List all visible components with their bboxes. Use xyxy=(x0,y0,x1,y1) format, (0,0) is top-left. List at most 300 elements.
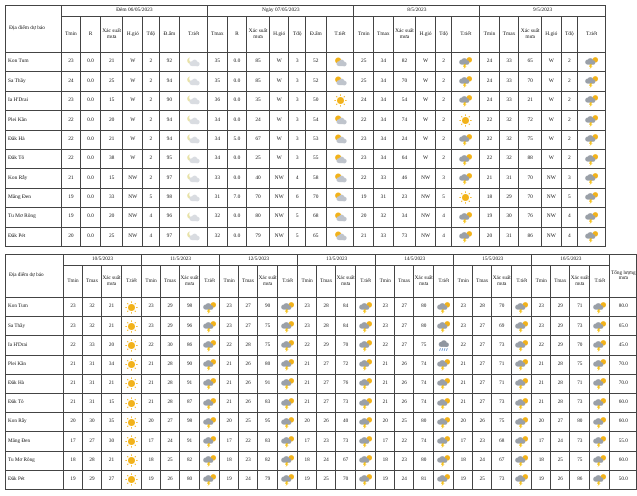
t2-value-cell: 15 xyxy=(102,393,122,412)
t1-value-cell: 52 xyxy=(305,72,326,91)
t1-value-cell: 2 xyxy=(143,91,159,110)
t1-weather-cell xyxy=(180,111,208,130)
t2-column-header: Xác suất mưa xyxy=(336,266,356,298)
t1-location-name: Tu Mơ Rông xyxy=(6,208,62,227)
t1-weather-cell xyxy=(452,188,480,207)
t1-column-header: Tđộ xyxy=(561,17,577,53)
t2-column-header: Xác suất mưa xyxy=(258,266,278,298)
t2-weather-cell xyxy=(512,451,532,470)
t1-header-row-days xyxy=(6,6,606,17)
t2-value-cell: 22 xyxy=(454,336,473,355)
t2-value-cell: 25 xyxy=(239,413,258,432)
thunderstorm-sun-icon xyxy=(590,473,609,486)
t2-location-row xyxy=(6,393,637,412)
t2-value-cell: 98 xyxy=(180,298,200,317)
t1-value-cell: 5 xyxy=(561,188,577,207)
t2-value-cell: 68 xyxy=(492,432,512,451)
t2-value-cell: 22 xyxy=(532,336,551,355)
t1-value-cell: 34 xyxy=(208,149,228,168)
thunderstorm-sun-icon xyxy=(434,301,453,314)
thunderstorm-sun-icon xyxy=(578,153,605,166)
thunderstorm-sun-icon xyxy=(434,397,453,410)
t1-value-cell: 0.0 xyxy=(81,111,101,130)
t2-value-cell: 71 xyxy=(492,374,512,393)
t1-value-cell: 53 xyxy=(305,130,326,149)
t1-value-cell: 50 xyxy=(305,91,326,110)
t1-value-cell: 0.0 xyxy=(227,227,247,246)
t1-value-cell: 0.0 xyxy=(81,130,101,149)
t2-column-header: Tmin xyxy=(64,266,83,298)
t2-location-name: Măng Đen xyxy=(6,432,64,451)
t1-weather-cell xyxy=(578,169,606,188)
t1-weather-cell xyxy=(452,227,480,246)
t2-value-cell: 29 xyxy=(83,470,102,489)
t2-weather-cell xyxy=(512,374,532,393)
t2-weather-cell xyxy=(200,470,220,489)
t2-location-row xyxy=(6,317,637,336)
thunderstorm-sun-icon xyxy=(434,358,453,371)
thunderstorm-sun-icon xyxy=(512,377,531,390)
t1-value-cell: 72 xyxy=(519,111,542,130)
t2-weather-cell xyxy=(278,336,298,355)
t1-value-cell: 58 xyxy=(305,169,326,188)
t1-value-cell: 25 xyxy=(354,53,374,72)
t2-weather-cell xyxy=(122,355,142,374)
t1-value-cell: NW xyxy=(542,169,562,188)
t1-value-cell: 21 xyxy=(100,53,123,72)
t1-location-row xyxy=(6,111,606,130)
t1-value-cell: 25 xyxy=(354,72,374,91)
t1-column-header: Tmin xyxy=(61,17,81,53)
t2-value-cell: 21 xyxy=(454,355,473,374)
t1-weather-cell xyxy=(180,169,208,188)
t2-value-cell: 17 xyxy=(220,432,239,451)
t1-location-row xyxy=(6,91,606,110)
t2-value-cell: 26 xyxy=(239,393,258,412)
t2-location-name: Sa Thầy xyxy=(6,317,64,336)
t1-value-cell: 36 xyxy=(208,91,228,110)
t1-weather-cell xyxy=(326,227,354,246)
thunderstorm-sun-icon xyxy=(452,75,479,88)
t1-column-header: Tmax xyxy=(208,17,228,53)
t1-value-cell: 3 xyxy=(289,72,305,91)
t2-value-cell: 96 xyxy=(180,317,200,336)
t1-location-row xyxy=(6,208,606,227)
t1-value-cell: 3 xyxy=(435,169,451,188)
t1-day-header: Đêm 06/05/2023 xyxy=(61,6,207,17)
t1-location-row xyxy=(6,227,606,246)
t2-value-cell: 21 xyxy=(142,393,161,412)
t1-location-row xyxy=(6,169,606,188)
t1-value-cell: 79 xyxy=(247,227,270,246)
t2-value-cell: 20 xyxy=(64,413,83,432)
t2-column-header: Tmax xyxy=(551,266,570,298)
t1-weather-cell xyxy=(578,130,606,149)
t1-location-name: Măng Đen xyxy=(6,188,62,207)
t1-value-cell: 23 xyxy=(61,53,81,72)
t2-value-cell: 18 xyxy=(64,451,83,470)
t2-weather-cell xyxy=(122,317,142,336)
t1-value-cell: 2 xyxy=(435,72,451,91)
thunderstorm-sun-icon xyxy=(356,473,375,486)
t2-weather-cell xyxy=(590,317,610,336)
t2-value-cell: 21 xyxy=(454,393,473,412)
t2-value-cell: 80 xyxy=(258,355,278,374)
thunderstorm-sun-icon xyxy=(278,320,297,333)
t1-value-cell: W xyxy=(542,149,562,168)
t1-value-cell: 19 xyxy=(61,188,81,207)
t1-value-cell: 98 xyxy=(159,188,180,207)
t1-column-header: T.tiết xyxy=(326,17,354,53)
t2-weather-cell xyxy=(512,413,532,432)
t2-weather-cell xyxy=(590,413,610,432)
t2-value-cell: 23 xyxy=(220,317,239,336)
t2-value-cell: 22 xyxy=(239,432,258,451)
t1-column-header: Tđộ xyxy=(435,17,451,53)
t1-value-cell: 4 xyxy=(289,169,305,188)
t2-weather-cell xyxy=(512,336,532,355)
t1-value-cell: 34 xyxy=(208,111,228,130)
t1-value-cell: 34 xyxy=(374,149,394,168)
t1-location-name: Ia H'Drai xyxy=(6,91,62,110)
t2-value-cell: 32 xyxy=(83,317,102,336)
t1-value-cell: 33 xyxy=(499,72,519,91)
thunderstorm-sun-icon xyxy=(356,435,375,448)
t1-value-cell: 86 xyxy=(519,227,542,246)
t2-value-cell: 80 xyxy=(414,451,434,470)
t2-day-header: 16/5/2023 xyxy=(532,255,610,266)
t1-weather-cell xyxy=(326,91,354,110)
t1-value-cell: 34 xyxy=(374,130,394,149)
t1-value-cell: 32 xyxy=(208,227,228,246)
t1-value-cell: 0.0 xyxy=(81,149,101,168)
t1-location-name: Đăk Hà xyxy=(6,130,62,149)
sun-behind-cloud-icon xyxy=(327,75,354,88)
t2-weather-cell xyxy=(122,336,142,355)
t1-weather-cell xyxy=(452,53,480,72)
t1-value-cell: W xyxy=(269,111,289,130)
t2-location-row xyxy=(6,413,637,432)
t1-value-cell: 31 xyxy=(374,188,394,207)
t2-value-cell: 70 xyxy=(570,336,590,355)
t2-value-cell: 20 xyxy=(102,336,122,355)
t1-value-cell: W xyxy=(542,130,562,149)
thunderstorm-sun-icon xyxy=(356,320,375,333)
t2-column-header: Tmin xyxy=(142,266,161,298)
thunderstorm-sun-icon xyxy=(356,377,375,390)
thunderstorm-sun-icon xyxy=(452,172,479,185)
t2-value-cell: 26 xyxy=(161,470,180,489)
t2-value-cell: 21 xyxy=(220,374,239,393)
t1-value-cell: NW xyxy=(123,169,143,188)
t2-total-rain-cell: 55.0 xyxy=(610,432,637,451)
t1-value-cell: 5 xyxy=(289,208,305,227)
t1-value-cell: NW xyxy=(416,188,436,207)
t1-value-cell: 4 xyxy=(435,208,451,227)
t2-value-cell: 23 xyxy=(298,317,317,336)
t2-value-cell: 73 xyxy=(336,432,356,451)
t2-value-cell: 82 xyxy=(180,451,200,470)
t1-value-cell: 24 xyxy=(61,72,81,91)
t2-value-cell: 28 xyxy=(317,317,336,336)
sun-icon xyxy=(122,377,141,390)
t2-weather-cell xyxy=(590,298,610,317)
t1-value-cell: NW xyxy=(269,208,289,227)
t1-value-cell: 33 xyxy=(374,227,394,246)
t2-value-cell: 22 xyxy=(142,336,161,355)
t1-value-cell: 2 xyxy=(561,72,577,91)
thunderstorm-sun-icon xyxy=(512,435,531,448)
t1-value-cell: 24 xyxy=(247,111,270,130)
t2-value-cell: 19 xyxy=(142,470,161,489)
t2-location-name: Kon Rẫy xyxy=(6,413,64,432)
t1-value-cell: NW xyxy=(269,188,289,207)
t2-value-cell: 83 xyxy=(258,393,278,412)
t2-location-name: Đăk Pét xyxy=(6,470,64,489)
t1-weather-cell xyxy=(326,111,354,130)
t2-value-cell: 21 xyxy=(376,374,395,393)
thunderstorm-sun-icon xyxy=(434,473,453,486)
t2-location-row xyxy=(6,336,637,355)
t2-value-cell: 28 xyxy=(551,355,570,374)
t2-value-cell: 87 xyxy=(180,393,200,412)
t2-value-cell: 73 xyxy=(570,393,590,412)
t1-location-name: Kon Rẫy xyxy=(6,169,62,188)
t2-value-cell: 21 xyxy=(298,393,317,412)
t1-column-header: Đ.ẩm xyxy=(305,17,326,53)
t1-value-cell: 15 xyxy=(100,169,123,188)
thunderstorm-sun-icon xyxy=(200,301,219,314)
t1-value-cell: 20 xyxy=(61,227,81,246)
t2-value-cell: 20 xyxy=(220,413,239,432)
t2-column-header: Xác suất mưa xyxy=(180,266,200,298)
t1-value-cell: W xyxy=(123,111,143,130)
t2-value-cell: 20 xyxy=(454,413,473,432)
t2-weather-cell xyxy=(278,317,298,336)
thunderstorm-sun-icon xyxy=(578,191,605,204)
t1-value-cell: W xyxy=(123,149,143,168)
t2-value-cell: 20 xyxy=(142,413,161,432)
t2-weather-cell xyxy=(590,393,610,412)
t2-column-header: Xác suất mưa xyxy=(492,266,512,298)
t1-value-cell: 73 xyxy=(393,227,416,246)
t2-total-rain-cell: 60.0 xyxy=(610,451,637,470)
t2-weather-cell xyxy=(590,470,610,489)
t2-value-cell: 23 xyxy=(454,298,473,317)
t2-weather-cell xyxy=(356,470,376,489)
thunderstorm-sun-icon xyxy=(452,230,479,243)
t2-value-cell: 29 xyxy=(551,317,570,336)
t2-weather-cell xyxy=(434,374,454,393)
t2-value-cell: 25 xyxy=(161,451,180,470)
t1-value-cell: 94 xyxy=(159,72,180,91)
t2-weather-cell xyxy=(434,470,454,489)
t2-head xyxy=(6,255,637,298)
t1-value-cell: W xyxy=(542,91,562,110)
t1-column-header: R xyxy=(81,17,101,53)
t1-value-cell: W xyxy=(269,91,289,110)
t1-value-cell: W xyxy=(269,72,289,91)
t2-value-cell: 29 xyxy=(551,298,570,317)
t1-location-name: Plei Kần xyxy=(6,111,62,130)
t1-value-cell: 54 xyxy=(393,91,416,110)
t2-value-cell: 23 xyxy=(376,317,395,336)
t1-value-cell: 70 xyxy=(519,188,542,207)
t1-value-cell: 5 xyxy=(289,227,305,246)
t2-weather-cell xyxy=(356,336,376,355)
t2-column-header: Xác suất mưa xyxy=(102,266,122,298)
t1-value-cell: 21 xyxy=(100,130,123,149)
t1-value-cell: 19 xyxy=(354,188,374,207)
t2-value-cell: 81 xyxy=(414,470,434,489)
t1-value-cell: 4 xyxy=(435,227,451,246)
t2-value-cell: 26 xyxy=(473,413,492,432)
thunderstorm-sun-icon xyxy=(452,153,479,166)
t2-weather-cell xyxy=(122,432,142,451)
t1-value-cell: 34 xyxy=(208,130,228,149)
t1-value-cell: 3 xyxy=(289,53,305,72)
t2-column-header: Tmax xyxy=(317,266,336,298)
t1-value-cell: 19 xyxy=(480,208,500,227)
t2-value-cell: 98 xyxy=(180,413,200,432)
t2-value-cell: 28 xyxy=(551,393,570,412)
t1-value-cell: 20 xyxy=(100,208,123,227)
t2-value-cell: 74 xyxy=(414,355,434,374)
t2-value-cell: 24 xyxy=(473,451,492,470)
t2-value-cell: 86 xyxy=(570,470,590,489)
t1-location-name: Sa Thầy xyxy=(6,72,62,91)
thunderstorm-sun-icon xyxy=(278,377,297,390)
t2-value-cell: 75 xyxy=(492,413,512,432)
t1-value-cell: W xyxy=(542,111,562,130)
t2-value-cell: 21 xyxy=(102,374,122,393)
t1-value-cell: 4 xyxy=(143,227,159,246)
t1-value-cell: 97 xyxy=(159,227,180,246)
t1-weather-cell xyxy=(578,91,606,110)
t1-value-cell: 33 xyxy=(499,91,519,110)
thunderstorm-sun-icon xyxy=(512,416,531,429)
t2-location-name: Đăk Hà xyxy=(6,374,64,393)
thunderstorm-sun-icon xyxy=(512,397,531,410)
t2-weather-cell xyxy=(278,393,298,412)
t1-value-cell: 0.0 xyxy=(81,53,101,72)
t2-value-cell: 23 xyxy=(376,298,395,317)
t1-value-cell: 24 xyxy=(354,91,374,110)
t2-value-cell: 21 xyxy=(142,374,161,393)
t1-weather-cell xyxy=(452,169,480,188)
t2-value-cell: 21 xyxy=(298,374,317,393)
t1-weather-cell xyxy=(180,208,208,227)
thunderstorm-sun-icon xyxy=(356,339,375,352)
t2-value-cell: 80 xyxy=(414,317,434,336)
t1-value-cell: NW xyxy=(123,188,143,207)
thunderstorm-sun-icon xyxy=(590,358,609,371)
t2-value-cell: 75 xyxy=(570,451,590,470)
t2-value-cell: 19 xyxy=(532,470,551,489)
t1-column-header: Tđộ xyxy=(143,17,159,53)
t2-column-header: Tmin xyxy=(376,266,395,298)
t1-value-cell: 65 xyxy=(519,53,542,72)
t1-weather-cell xyxy=(578,208,606,227)
t2-value-cell: 71 xyxy=(570,374,590,393)
t1-body xyxy=(6,53,606,247)
t2-value-cell: 29 xyxy=(161,298,180,317)
t1-value-cell: 21 xyxy=(519,91,542,110)
t1-weather-cell xyxy=(180,53,208,72)
t2-value-cell: 86 xyxy=(180,336,200,355)
t2-column-header: Xác suất mưa xyxy=(570,266,590,298)
t2-value-cell: 21 xyxy=(298,355,317,374)
t2-value-cell: 30 xyxy=(161,336,180,355)
t2-value-cell: 17 xyxy=(64,432,83,451)
t1-location-header: Địa điểm dự báo xyxy=(6,6,62,53)
t1-weather-cell xyxy=(180,227,208,246)
t2-value-cell: 73 xyxy=(492,393,512,412)
t2-column-header: Tmax xyxy=(473,266,492,298)
sun-icon xyxy=(122,339,141,352)
t2-weather-cell xyxy=(278,432,298,451)
t1-value-cell: W xyxy=(416,72,436,91)
t2-value-cell: 24 xyxy=(395,470,414,489)
t1-value-cell: 31 xyxy=(499,169,519,188)
t1-column-header: Tmax xyxy=(374,17,394,53)
t2-value-cell: 28 xyxy=(317,298,336,317)
night-cloud-icon xyxy=(180,172,207,185)
t1-value-cell: 76 xyxy=(519,208,542,227)
t1-value-cell: 0.0 xyxy=(227,53,247,72)
t2-weather-cell xyxy=(512,298,532,317)
t1-value-cell: 21 xyxy=(354,227,374,246)
t2-weather-cell xyxy=(122,451,142,470)
thunderstorm-sun-icon xyxy=(590,339,609,352)
t2-value-cell: 74 xyxy=(414,432,434,451)
t1-value-cell: 80 xyxy=(247,208,270,227)
t1-value-cell: W xyxy=(416,111,436,130)
t2-weather-cell xyxy=(590,432,610,451)
t1-value-cell: 3 xyxy=(289,130,305,149)
t1-weather-cell xyxy=(452,111,480,130)
t1-weather-cell xyxy=(180,149,208,168)
t1-value-cell: NW xyxy=(416,208,436,227)
t1-column-header: Tđộ xyxy=(289,17,305,53)
t1-value-cell: 33 xyxy=(100,188,123,207)
t1-value-cell: 74 xyxy=(393,111,416,130)
t1-value-cell: 92 xyxy=(159,53,180,72)
thunderstorm-sun-icon xyxy=(578,230,605,243)
t2-value-cell: 27 xyxy=(395,336,414,355)
t1-weather-cell xyxy=(326,188,354,207)
night-cloud-icon xyxy=(180,114,207,127)
thunderstorm-sun-icon xyxy=(356,397,375,410)
t1-value-cell: 88 xyxy=(519,149,542,168)
t2-value-cell: 21 xyxy=(64,393,83,412)
t2-value-cell: 24 xyxy=(551,432,570,451)
t1-value-cell: 0.0 xyxy=(227,149,247,168)
t2-value-cell: 27 xyxy=(161,413,180,432)
thunderstorm-sun-icon xyxy=(452,211,479,224)
t2-value-cell: 21 xyxy=(532,393,551,412)
t2-value-cell: 25 xyxy=(473,470,492,489)
t1-weather-cell xyxy=(180,188,208,207)
t1-value-cell: 2 xyxy=(143,111,159,130)
t2-value-cell: 22 xyxy=(298,336,317,355)
t2-value-cell: 27 xyxy=(317,374,336,393)
t2-value-cell: 23 xyxy=(317,432,336,451)
sun-icon xyxy=(122,435,141,448)
t2-total-rain-header: Tổng lượng mưa xyxy=(610,255,637,298)
t2-value-cell: 23 xyxy=(142,298,161,317)
t2-value-cell: 23 xyxy=(220,298,239,317)
